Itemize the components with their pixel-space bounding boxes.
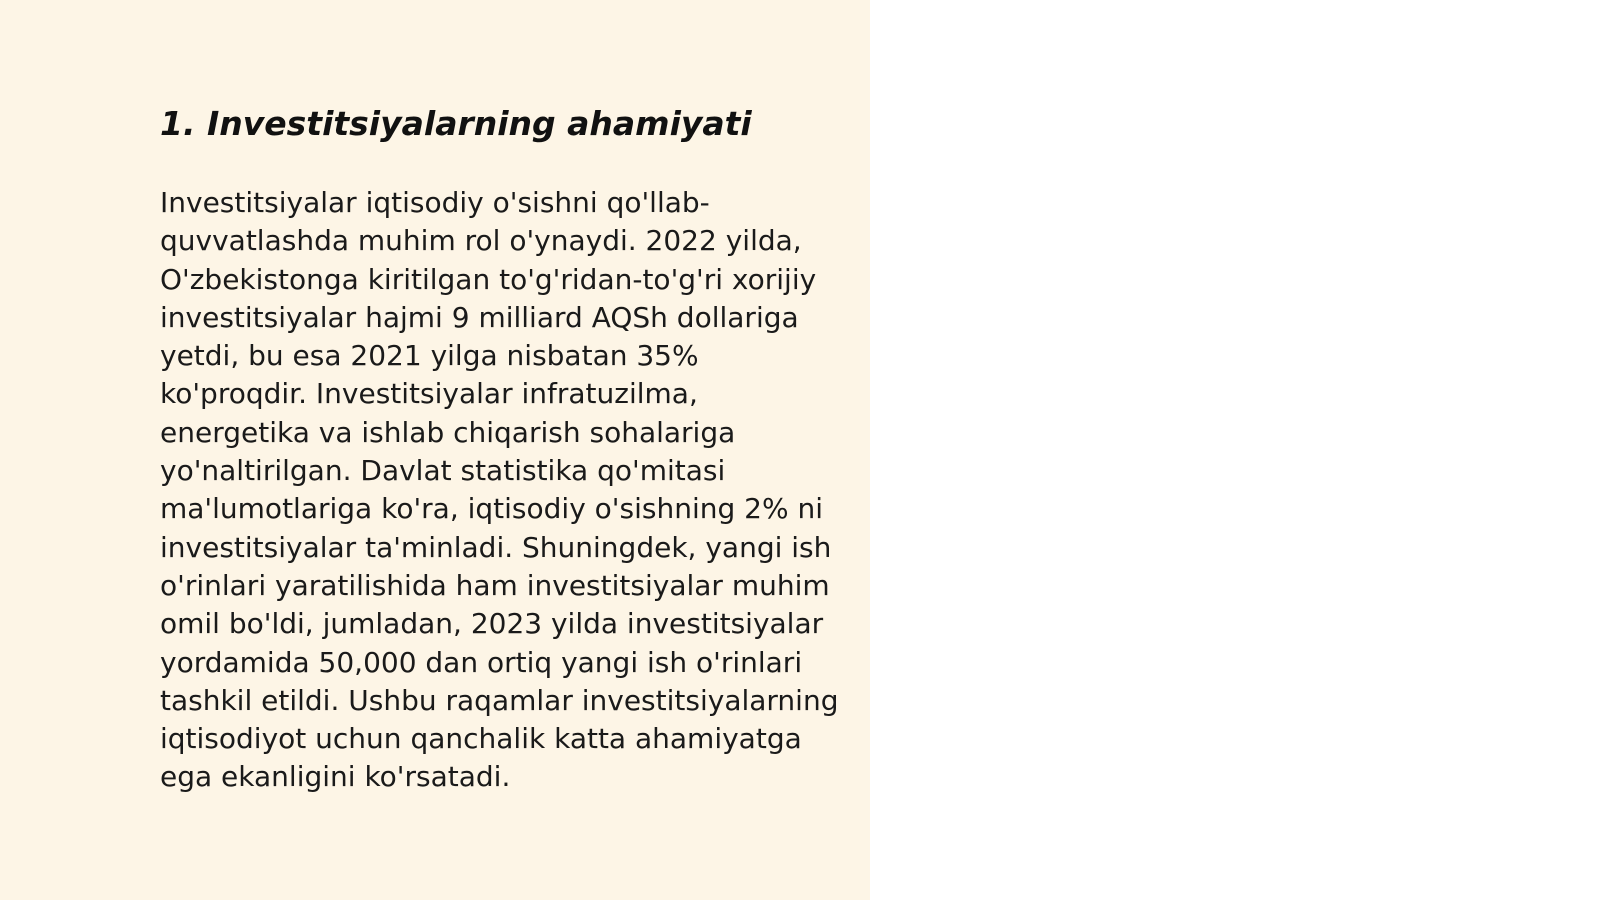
slide-body-text: Investitsiyalar iqtisodiy o'sishni qo'llab-quvvatlashda muhim rol o'ynaydi. 2022 yilda, O'zbekistonga kiritilgan to'g'ridan-to'g'ri xorijiy investitsiyalar hajmi 9 milliard AQSh dollariga yetdi, bu esa 2021 yilga nisbatan 35% ko'proqdir. Investitsiyalar infratuzilma, energetika va ishlab chiqarish sohalariga yo'naltirilgan. Davlat statistika qo'mitasi ma'lumotlariga ko'ra, iqtisodiy o'sishning 2% ni investitsiyalar ta'minladi. Shuningdek, yangi ish o'rinlari yaratilishida ham investitsiyalar muhim omil bo'ldi, jumladan, 2023 yilda investitsiyalar yordamida 50,000 dan ortiq yangi ish o'rinlari tashkil etildi. Ushbu raqamlar investitsiyalarning iqtisodiyot uchun qanchalik katta ahamiyatga ega ekanligini ko'rsatadi. [160,186,839,794]
slide-heading: 1. Investitsiyalarning ahamiyati [160,104,752,143]
image-panel [870,0,1600,900]
